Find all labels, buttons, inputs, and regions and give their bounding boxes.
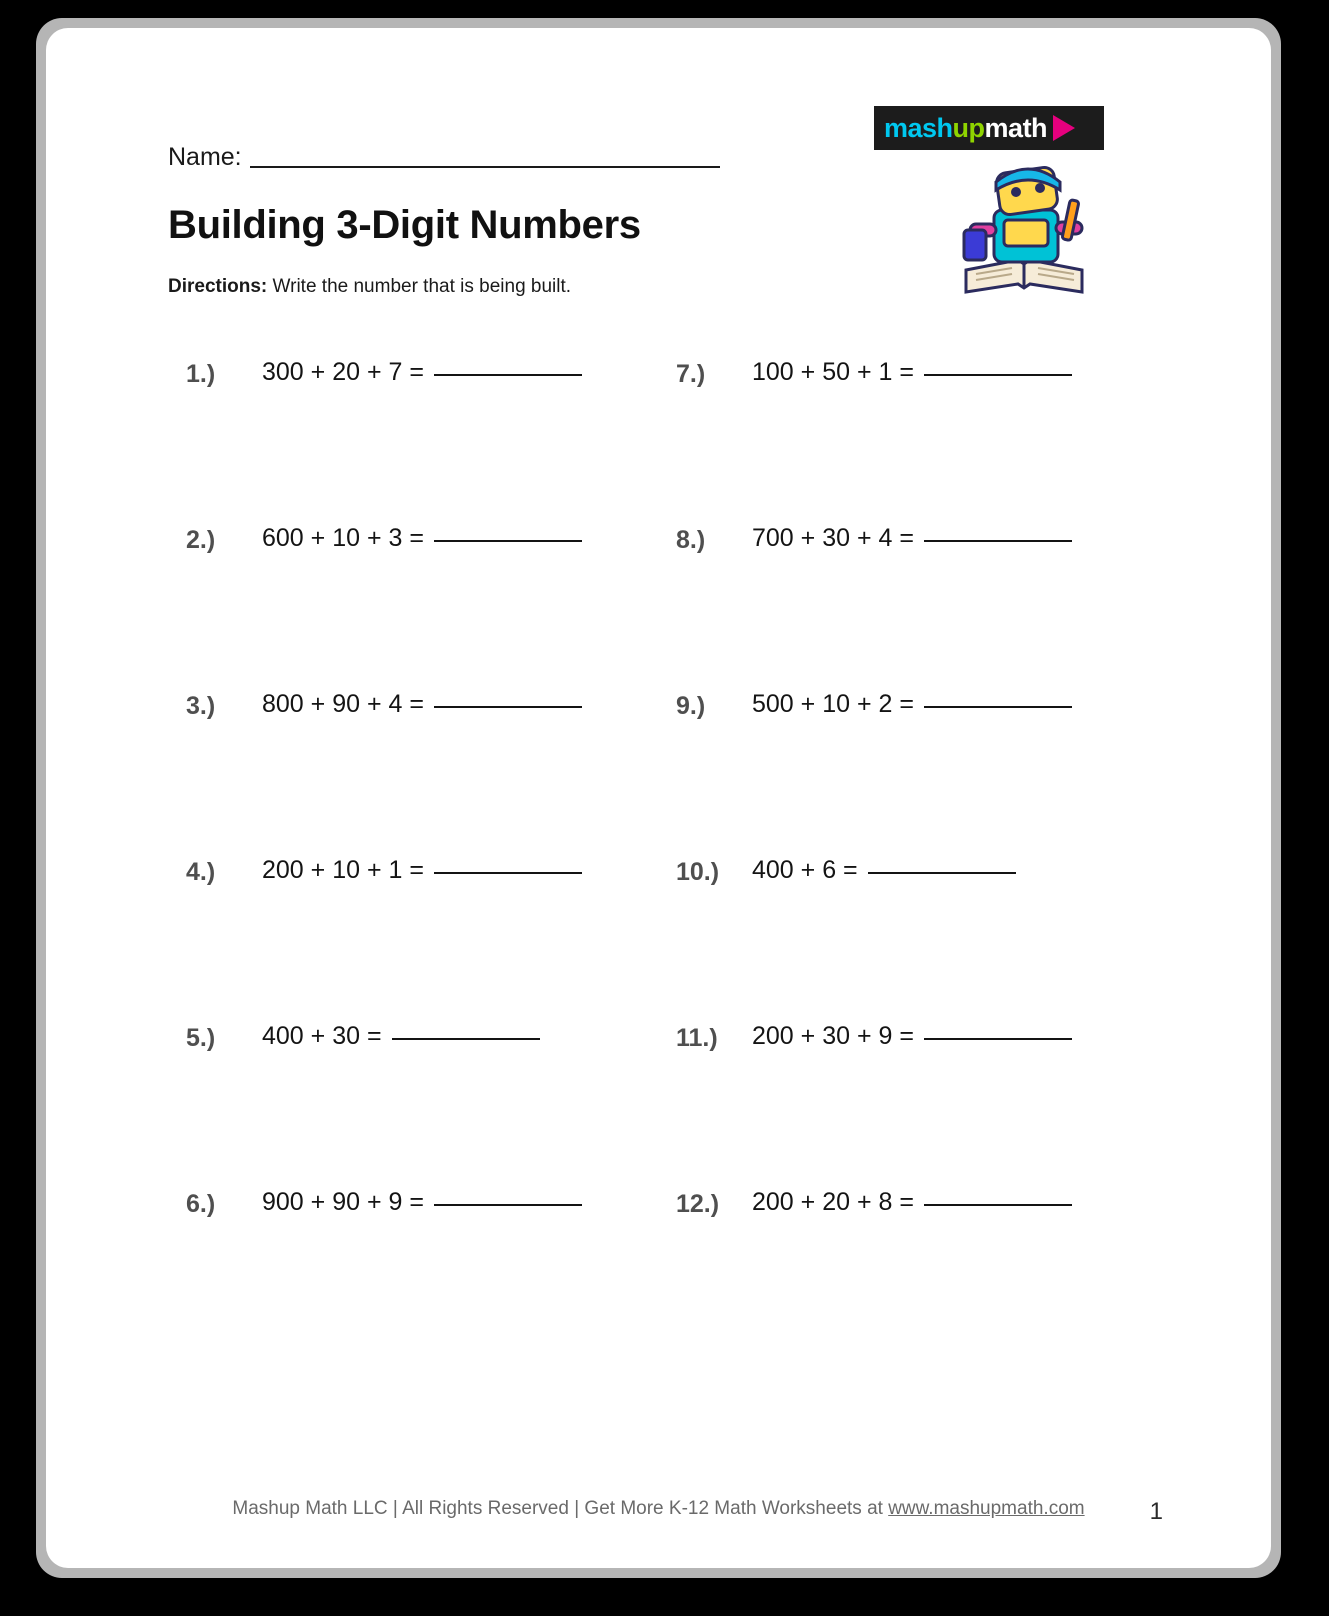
page-title: Building 3-Digit Numbers <box>168 203 641 247</box>
answer-blank[interactable] <box>392 1038 540 1040</box>
problem-expression-row <box>752 1188 1072 1217</box>
problem-expression-row <box>752 524 1072 553</box>
answer-blank[interactable] <box>434 1204 582 1206</box>
answer-blank[interactable] <box>434 706 582 708</box>
answer-blank[interactable] <box>924 1204 1072 1206</box>
problem-expression-row <box>262 524 582 553</box>
problem-expression-row <box>752 856 1016 885</box>
answer-blank[interactable] <box>434 540 582 542</box>
problem-item <box>186 690 686 856</box>
answer-blank[interactable] <box>868 872 1016 874</box>
logo-text-math: math <box>984 112 1048 143</box>
problem-number: 1.) <box>186 360 216 388</box>
problem-expression-row <box>752 358 1072 387</box>
answer-blank[interactable] <box>924 374 1072 376</box>
problem-expression: 400 + 6 = <box>752 856 858 884</box>
problem-item <box>676 856 1176 1022</box>
play-triangle-icon <box>1053 115 1075 141</box>
problem-expression-row <box>262 358 582 387</box>
name-input-line[interactable] <box>250 165 720 168</box>
problem-number: 7.) <box>676 360 706 388</box>
problem-item <box>676 1022 1176 1188</box>
answer-blank[interactable] <box>434 374 582 376</box>
problem-number: 3.) <box>186 692 216 720</box>
problem-expression: 800 + 90 + 4 = <box>262 690 424 718</box>
problem-expression: 400 + 30 = <box>262 1022 382 1050</box>
problem-number: 5.) <box>186 1024 216 1052</box>
problem-number: 8.) <box>676 526 706 554</box>
problem-expression-row <box>752 690 1072 719</box>
problem-expression-row <box>262 1188 582 1217</box>
problem-expression-row <box>262 690 582 719</box>
problem-number: 6.) <box>186 1190 216 1218</box>
problem-number: 11.) <box>676 1024 718 1052</box>
answer-blank[interactable] <box>924 706 1072 708</box>
problem-expression: 500 + 10 + 2 = <box>752 690 914 718</box>
problem-item <box>676 690 1176 856</box>
logo-text-mash: mash <box>884 112 953 143</box>
problem-expression: 200 + 10 + 1 = <box>262 856 424 884</box>
problem-expression-row <box>752 1022 1072 1051</box>
problem-item <box>676 524 1176 690</box>
problem-number: 2.) <box>186 526 216 554</box>
robot-mascot-icon <box>946 152 1106 312</box>
problem-number: 12.) <box>676 1190 720 1218</box>
worksheet-page <box>46 28 1271 1568</box>
problem-item <box>186 856 686 1022</box>
name-field-row <box>168 143 720 172</box>
directions-text: Write the number that is being built. <box>272 276 572 297</box>
answer-blank[interactable] <box>924 1038 1072 1040</box>
problem-expression: 300 + 20 + 7 = <box>262 358 424 386</box>
problem-expression: 900 + 90 + 9 = <box>262 1188 424 1216</box>
problem-expression: 100 + 50 + 1 = <box>752 358 914 386</box>
brand-logo <box>866 106 1111 316</box>
footer-text: Mashup Math LLC | All Rights Reserved | Get More K-12 Math Worksheets at <box>232 1498 889 1519</box>
directions <box>168 276 571 298</box>
name-label: Name: <box>168 143 242 171</box>
logo-text-up: up <box>952 112 985 143</box>
answer-blank[interactable] <box>924 540 1072 542</box>
problem-item <box>186 1022 686 1188</box>
problem-item <box>676 1188 1176 1354</box>
problem-item <box>186 358 686 524</box>
problem-item <box>186 1188 686 1354</box>
problem-expression: 200 + 30 + 9 = <box>752 1022 914 1050</box>
problem-expression-row <box>262 1022 540 1051</box>
answer-blank[interactable] <box>434 872 582 874</box>
problem-item <box>186 524 686 690</box>
problem-column-right <box>676 358 1176 1354</box>
problem-expression-row <box>262 856 582 885</box>
problem-expression: 700 + 30 + 4 = <box>752 524 914 552</box>
footer <box>46 1498 1271 1520</box>
problem-number: 4.) <box>186 858 216 886</box>
directions-label: Directions: <box>168 276 268 297</box>
page-number: 1 <box>1149 1498 1163 1525</box>
problem-expression: 200 + 20 + 8 = <box>752 1188 914 1216</box>
problem-number: 10.) <box>676 858 720 886</box>
problem-number: 9.) <box>676 692 706 720</box>
logo-bar <box>874 106 1104 150</box>
problem-expression: 600 + 10 + 3 = <box>262 524 424 552</box>
footer-website-link[interactable]: www.mashupmath.com <box>888 1498 1085 1519</box>
logo-wordmark <box>884 113 1047 144</box>
problem-item <box>676 358 1176 524</box>
problem-column-left <box>186 358 686 1354</box>
